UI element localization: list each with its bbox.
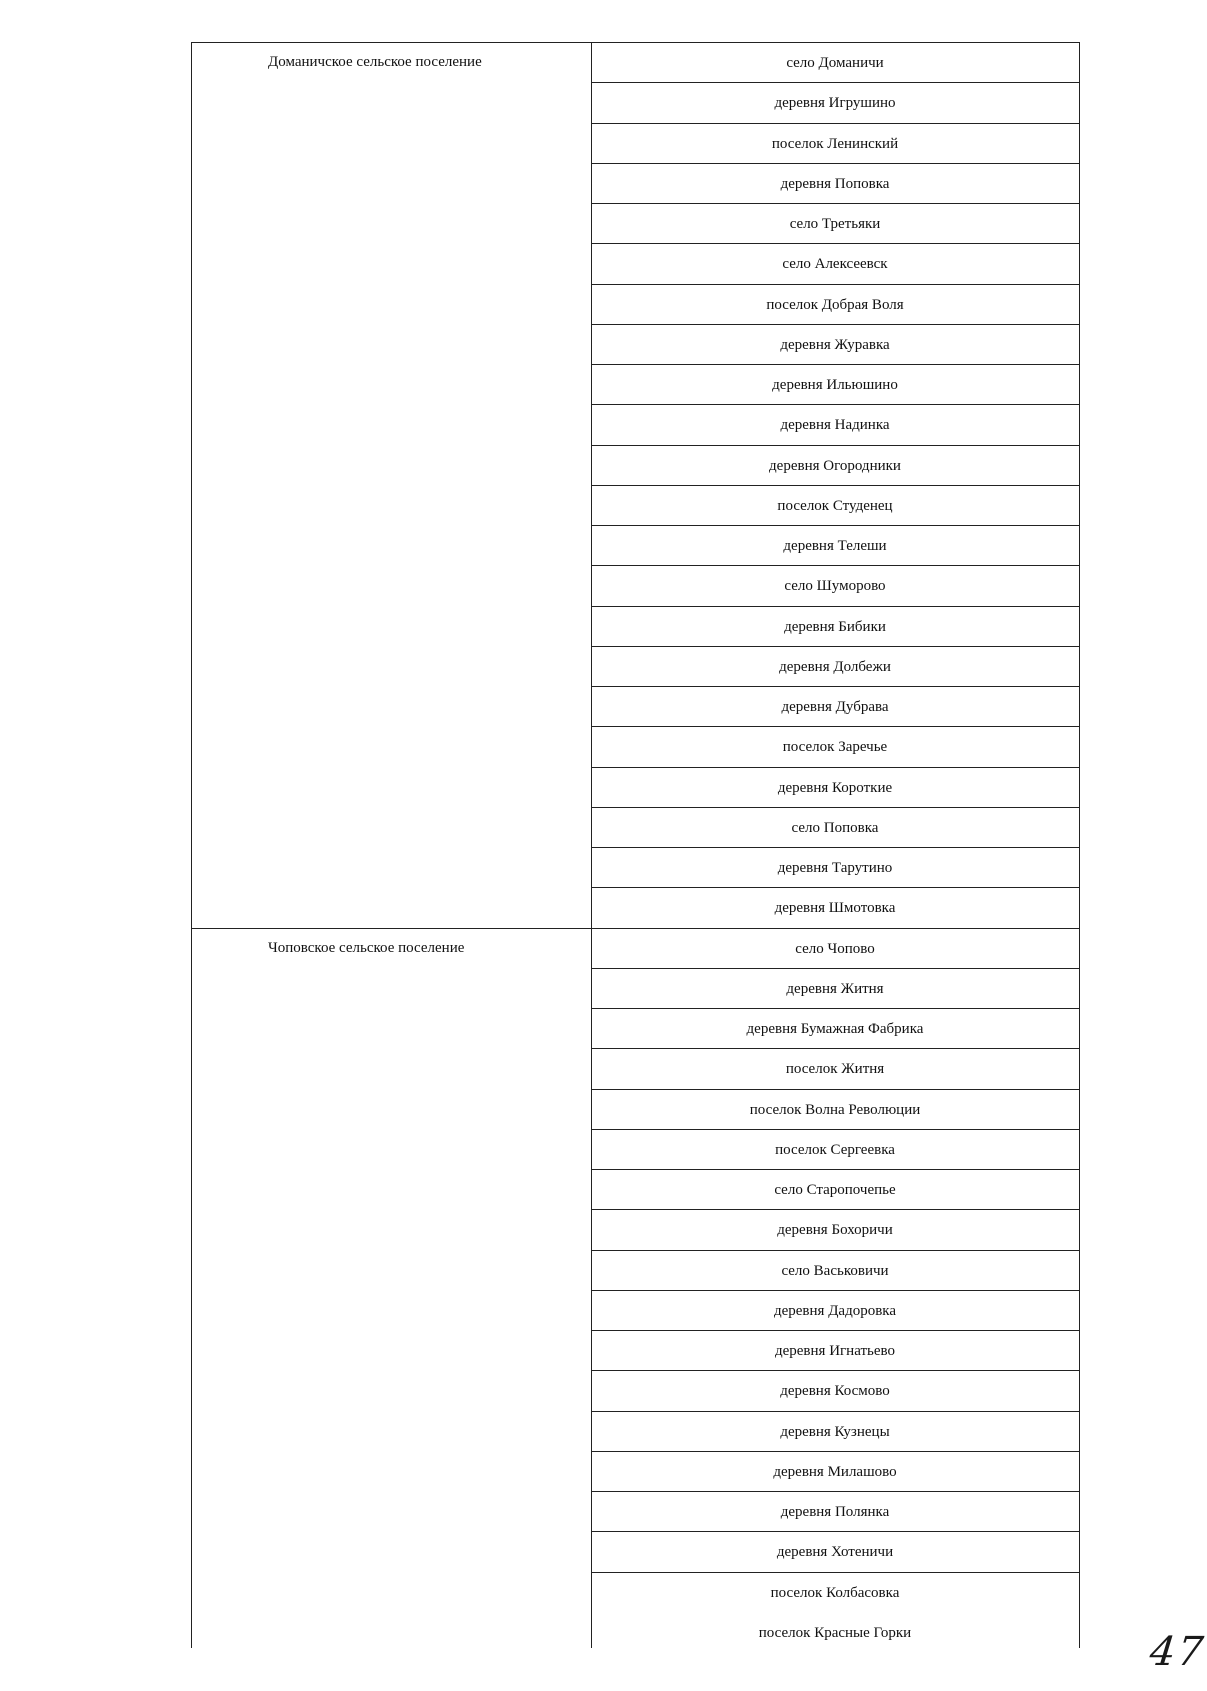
row-separator (591, 203, 1080, 204)
row-separator (591, 847, 1080, 848)
locality-name: село Доманичи (786, 55, 884, 71)
settlement-name: Доманичское сельское поселение (268, 54, 482, 70)
row-separator (591, 1048, 1080, 1049)
row-separator (591, 324, 1080, 325)
locality-name: деревня Житня (786, 980, 884, 997)
locality-name: деревня Долбежи (779, 658, 891, 675)
group-separator (191, 928, 1080, 929)
row-separator (591, 163, 1080, 164)
locality-name: село Шуморово (784, 578, 886, 595)
locality-name: село Чопово (795, 940, 875, 957)
row-separator (591, 646, 1080, 647)
locality-name: деревня Игнатьево (774, 1343, 896, 1359)
locality-name: деревня Милашово (773, 1463, 897, 1480)
row-separator (591, 243, 1080, 244)
locality-name: поселок Добрая Воля (766, 296, 904, 313)
locality-name: деревня Огородники (769, 457, 901, 474)
row-separator (591, 1169, 1080, 1170)
row-separator (591, 1250, 1080, 1251)
locality-name: деревня Хотеничи (776, 1544, 894, 1561)
locality-name: деревня Дубрава (781, 699, 889, 715)
locality-name: село Третьяки (789, 216, 881, 232)
row-separator (591, 525, 1080, 526)
locality-name: деревня Космово (780, 1383, 890, 1400)
locality-name: деревня Короткие (777, 779, 893, 796)
row-separator (591, 1370, 1080, 1371)
row-separator (591, 1129, 1080, 1130)
row-separator (591, 123, 1080, 124)
locality-name: деревня Бибики (784, 618, 886, 635)
row-separator (591, 807, 1080, 808)
locality-name: деревня Дадоровка (773, 1302, 897, 1319)
locality-name: поселок Житня (785, 1061, 885, 1078)
row-separator (591, 1572, 1080, 1573)
row-separator (591, 565, 1080, 566)
handwritten-page-number: 47 (1147, 1629, 1207, 1675)
locality-name: деревня Бохоричи (777, 1222, 893, 1239)
locality-name: деревня Бумажная Фабрика (746, 1021, 924, 1037)
row-separator (591, 1411, 1080, 1412)
row-separator (591, 1451, 1080, 1452)
locality-name: деревня Игрушино (774, 95, 896, 112)
table-top-border (191, 42, 1080, 43)
locality-name: поселок Ленинский (771, 135, 899, 152)
row-separator (591, 1008, 1080, 1009)
table-left-border (191, 42, 192, 1648)
locality-name: деревня Журавка (780, 336, 890, 353)
locality-name: деревня Шмотовка (774, 900, 896, 917)
row-separator (591, 1089, 1080, 1090)
row-separator (591, 1531, 1080, 1532)
locality-name: деревня Ильюшино (772, 377, 898, 393)
locality-name: поселок Заречье (782, 739, 888, 756)
locality-name: село Васьковичи (781, 1262, 889, 1279)
locality-name: поселок Сергеевка (775, 1141, 895, 1158)
row-separator (591, 485, 1080, 486)
locality-name: поселок Волна Революции (749, 1101, 921, 1118)
locality-name: деревня Поповка (780, 175, 890, 192)
row-separator (591, 606, 1080, 607)
row-separator (591, 82, 1080, 83)
settlement-name: Чоповское сельское поселение (268, 939, 465, 956)
row-separator (591, 887, 1080, 888)
row-separator (591, 968, 1080, 969)
row-separator (591, 1290, 1080, 1291)
locality-name: деревня Телеши (783, 538, 887, 554)
locality-name: село Алексеевск (782, 256, 888, 273)
locality-name: деревня Тарутино (777, 860, 893, 876)
locality-name: село Старопочепье (774, 1182, 896, 1198)
row-separator (591, 1209, 1080, 1210)
row-separator (591, 404, 1080, 405)
row-separator (591, 1491, 1080, 1492)
locality-name: деревня Надинка (780, 417, 890, 434)
locality-name: поселок Студенец (777, 497, 893, 514)
row-separator (591, 364, 1080, 365)
row-separator (591, 726, 1080, 727)
locality-name: село Поповка (791, 819, 879, 836)
row-separator (591, 445, 1080, 446)
row-separator (591, 686, 1080, 687)
row-separator (591, 767, 1080, 768)
locality-name: деревня Полянка (780, 1504, 890, 1520)
locality-name: поселок Красные Горки (758, 1624, 912, 1641)
row-separator (591, 284, 1080, 285)
row-separator (591, 1330, 1080, 1331)
locality-name: деревня Кузнецы (780, 1423, 890, 1440)
locality-name: поселок Колбасовка (770, 1584, 900, 1601)
